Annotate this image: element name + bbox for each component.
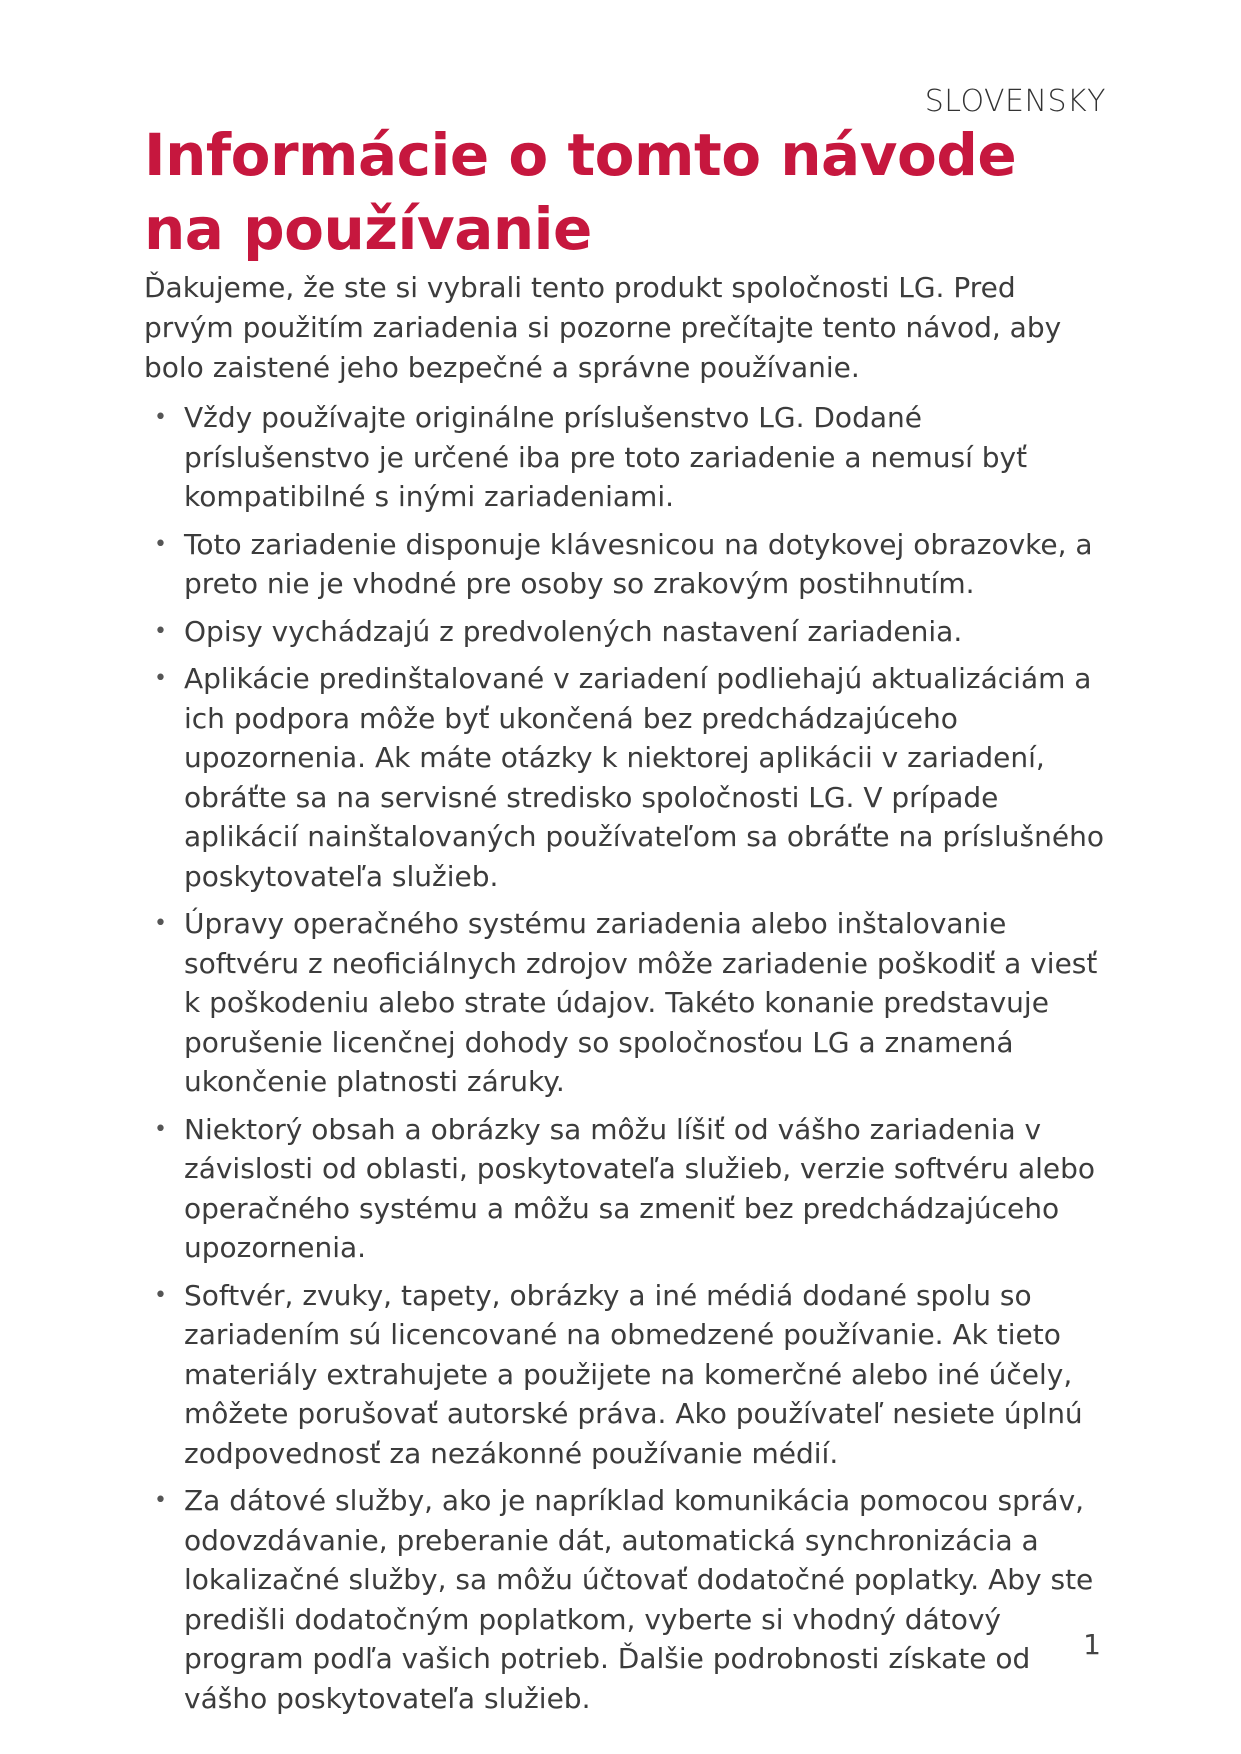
bullet-dot: • [154,405,167,430]
bullet-text: Za dátové služby, ako je napríklad komunikácia pomocou správ, odovzdávanie, preberanie dát, automatická synchronizácia a lokalizačné služby, sa môžu účtovať dodatočné poplatky. Aby ste predišli dodatočným poplatkom, vyberte si vhodný dátový program podľa vašich potrieb. Ďalšie podrobnosti získate od vášho poskytovateľa služieb. [184,1484,1094,1715]
language-label: SLOVENSKY [924,84,1106,119]
bullet-item [144,1276,1114,1474]
bullet-item [144,525,1114,604]
bullet-text: Vždy používajte originálne príslušenstvo LG. Dodané príslušenstvo je určené iba pre toto zariadenie a nemusí byť kompatibilné s inými zariadeniami. [184,401,1028,513]
bullet-dot: • [154,666,167,691]
bullet-text: Opisy vychádzajú z predvolených nastavení zariadenia. [184,614,963,648]
bullet-dot: • [154,1282,167,1308]
bullet-list [144,398,1114,1726]
bullet-dot: • [154,1488,167,1513]
bullet-item [144,1110,1114,1268]
bullet-dot: • [154,911,167,936]
bullet-text: Toto zariadenie disponuje klávesnicou na dotykovej obrazovke, a preto nie je vhodné pre osoby so zrakovým postihnutím. [184,527,1093,600]
bullet-dot: • [154,1116,167,1142]
bullet-text: Aplikácie predinštalované v zariadení podliehajú aktualizáciám a ich podpora môže byť ukončená bez predchádzajúceho upozornenia. Ak máte otázky k niektorej aplikácii v zariadení, obráťte sa na servisné stredisko spoločnosti LG. V prípade aplikácií nainštalovaných používateľom sa obráťte na príslušného poskytovateľa služieb. [184,662,1104,893]
bullet-dot: • [154,618,167,644]
bullet-item [144,612,1114,652]
bullet-text: Softvér, zvuky, tapety, obrázky a iné médiá dodané spolu so zariadením sú licencované na obmedzené používanie. Ak tieto materiály extrahujete a použijete na komerčné alebo iné účely, môžete porušovať autorské práva. Ako používateľ nesiete úplnú zodpovednosť za nezákonné používanie médií. [184,1278,1083,1470]
bullet-text: Úpravy operačného systému zariadenia alebo inštalovanie softvéru z neoficiálnych zdrojov môže zariadenie poškodiť a viesť k poškodeniu alebo strate údajov. Takéto konanie predstavuje porušenie licenčnej dohody so spoločnosťou LG a znamená ukončenie platnosti záruky. [184,907,1098,1098]
bullet-item [144,398,1114,517]
bullet-dot: • [154,531,167,557]
bullet-item [144,659,1114,896]
bullet-text: Niektorý obsah a obrázky sa môžu líšiť od vášho zariadenia v závislosti od oblasti, poskytovateľa služieb, verzie softvéru alebo operačného systému a môžu sa zmeniť bez predchádzajúceho upozornenia. [184,1112,1096,1264]
bullet-item [144,1481,1114,1718]
page-title: Informácie o tomto návode na používanie [144,121,1017,263]
bullet-item [144,904,1114,1102]
page-number: 1 [1083,1628,1101,1661]
intro-paragraph: Ďakujeme, že ste si vybrali tento produkt spoločnosti LG. Pred prvým použitím zariadenia si pozorne prečítajte tento návod, aby bolo zaistené jeho bezpečné a správne používanie. [144,271,1062,384]
